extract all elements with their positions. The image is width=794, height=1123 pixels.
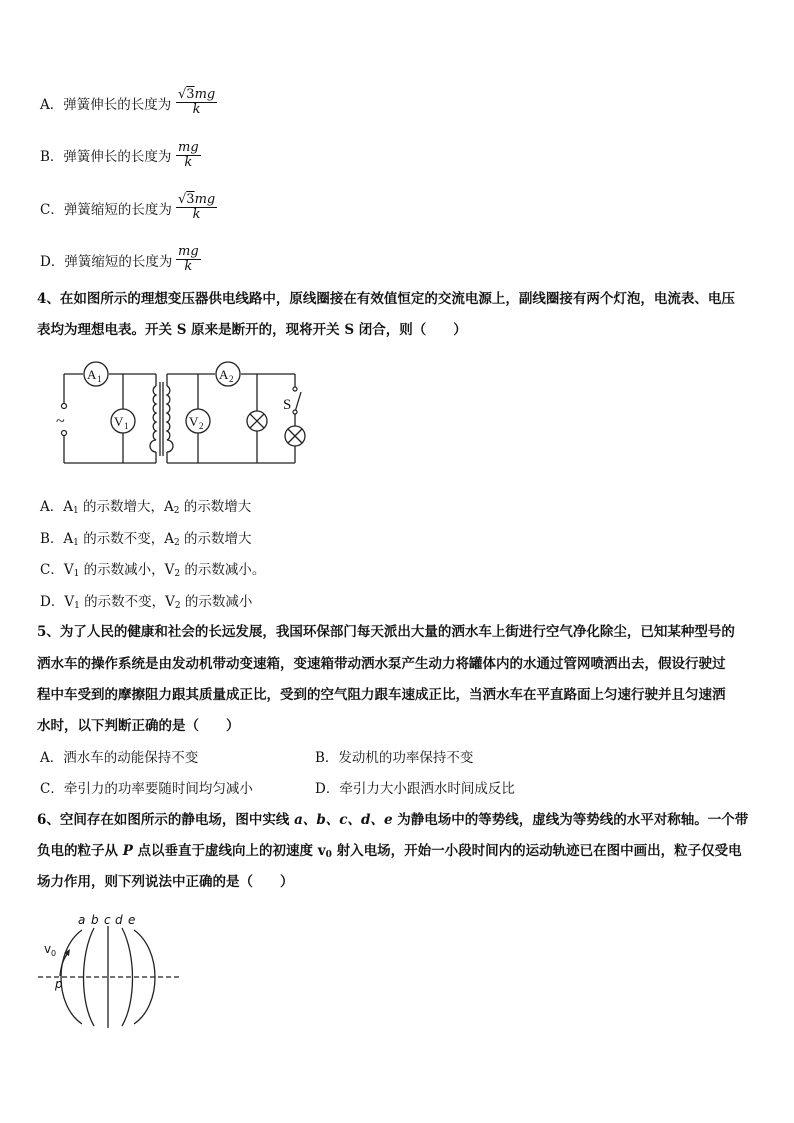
svg-text:A: A <box>87 367 97 382</box>
svg-text:1: 1 <box>124 421 129 431</box>
transformer-circuit-figure <box>50 360 320 470</box>
svg-text:v: v <box>44 942 52 956</box>
svg-text:0: 0 <box>51 949 57 958</box>
electric-field-figure <box>36 910 186 1030</box>
svg-text:V: V <box>114 414 124 429</box>
q3-option-b-fraction: $\frac{mg}{k}$ <box>178 140 199 170</box>
q3-option-d-fraction: $\frac{mg}{k}$ <box>178 244 199 274</box>
svg-text:~: ~ <box>56 413 65 430</box>
q5-stem-line3: 程中车受到的摩擦阻力跟其质量成正比，受到的空气阻力跟车速成正比，当洒水车在平直路面上匀速行驶并且匀速洒 <box>37 687 726 703</box>
q4-stem-line1: 4、在如图所示的理想变压器供电线路中，原线圈接在有效值恒定的交流电源上，副线圈接有两个灯泡，电流表、电压 <box>37 291 735 307</box>
q3-option-a-fraction: $\frac{√3mg}{k}$ <box>178 87 216 117</box>
svg-text:A: A <box>219 367 229 382</box>
q5-option-c[interactable]: C．牵引力的功率要随时间均匀减小 <box>40 781 253 797</box>
q6-stem-line3: 场力作用，则下列说法中正确的是（ ） <box>37 874 294 890</box>
q4-option-b[interactable]: B．$A_1$ 的示数不变，$A_2$ 的示数增大 <box>40 531 252 548</box>
q5-option-a[interactable]: A．洒水车的动能保持不变 <box>40 750 199 766</box>
q4-option-d[interactable]: D．$V_1$ 的示数不变，$V_2$ 的示数减小 <box>40 594 253 611</box>
q3-option-d-label: D．弹簧缩短的长度为 <box>40 254 173 270</box>
q3-option-d[interactable] <box>40 254 172 270</box>
svg-text:S: S <box>283 397 292 413</box>
q5-option-d[interactable]: D．牵引力大小跟洒水时间成反比 <box>315 781 515 797</box>
svg-text:c: c <box>104 913 111 927</box>
svg-text:p: p <box>55 977 63 991</box>
q3-option-a-label: A．弹簧伸长的长度为 <box>40 97 172 113</box>
svg-text:1: 1 <box>97 374 102 384</box>
q3-option-b[interactable] <box>40 149 171 165</box>
svg-text:2: 2 <box>229 374 234 384</box>
q5-stem-line2: 洒水车的操作系统是由发动机带动变速箱，变速箱带动洒水泵产生动力将罐体内的水通过管网喷洒出去，假设行驶过 <box>37 656 726 672</box>
q6-stem-line2: 负电的粒子从 P 点以垂直于虚线向上的初速度 $v_0$ 射入电场，开始一小段时间内的运动轨迹已在图中画出，粒子仅受电 <box>37 843 742 860</box>
q3-option-c-label: C．弹簧缩短的长度为 <box>40 202 172 218</box>
q3-option-c-fraction: $\frac{√3mg}{k}$ <box>178 192 216 222</box>
q3-option-b-label: B．弹簧伸长的长度为 <box>40 149 172 165</box>
svg-text:b: b <box>91 913 99 927</box>
svg-text:2: 2 <box>199 421 204 431</box>
svg-text:V: V <box>189 414 199 429</box>
q5-stem-line1: 5、为了人民的健康和社会的长远发展，我国环保部门每天派出大量的洒水车上街进行空气净化除尘，已知某种型号的 <box>37 624 735 640</box>
q5-stem-line4: 水时，以下判断正确的是（ ） <box>37 718 240 734</box>
q4-stem-line2: 表均为理想电表。开关 S 原来是断开的，现将开关 S 闭合，则（ ） <box>37 322 467 338</box>
q3-option-c[interactable] <box>40 202 172 218</box>
svg-text:d: d <box>115 913 123 927</box>
q4-option-a[interactable]: A．$A_1$ 的示数增大，$A_2$ 的示数增大 <box>40 499 252 516</box>
svg-text:e: e <box>128 913 136 927</box>
svg-text:a: a <box>78 913 86 927</box>
q3-option-a[interactable] <box>40 97 171 113</box>
q6-stem-line1: 6、空间存在如图所示的静电场，图中实线 a、b、c、d、e 为静电场中的等势线，虚线为等势线的水平对称轴。一个带 <box>37 812 749 828</box>
q4-option-c[interactable]: C．$V_1$ 的示数减小，$V_2$ 的示数减小。 <box>40 562 266 579</box>
q5-option-b[interactable]: B．发动机的功率保持不变 <box>315 750 474 766</box>
